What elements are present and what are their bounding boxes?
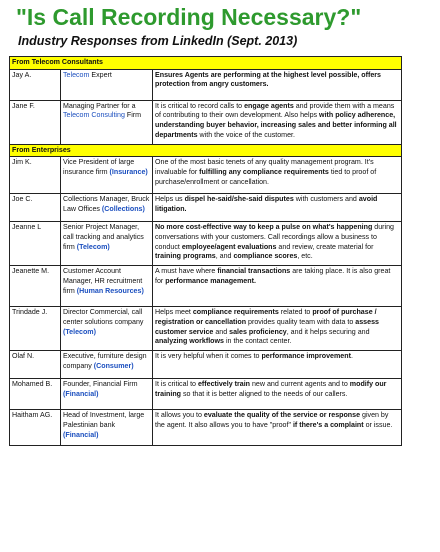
- section-label: From Telecom Consultants: [10, 57, 402, 70]
- sections-1-rows-4-response-run: assess customer service: [155, 317, 379, 336]
- sections-1-rows-2-role-run: Senior Project Manager, call tracking and analytics firm: [63, 223, 144, 251]
- sections-1-rows-4-response-run: and: [213, 327, 230, 336]
- sections-1-rows-6-response-run: effectively train: [197, 380, 251, 389]
- table-row: [10, 410, 402, 446]
- sections-0-rows-1-response-run: It is critical to record calls to: [155, 101, 245, 110]
- respondent-name: Jane F.: [10, 100, 61, 144]
- respondent-name: Jeanette M.: [10, 266, 61, 307]
- sections-1-rows-4-response-run: , and it helps securing and: [286, 327, 370, 336]
- respondent-name: Jim K.: [10, 157, 61, 194]
- sections-1-rows-1-response-run: avoid litigation.: [155, 195, 378, 213]
- sections-1-rows-3-response-run: performance management.: [165, 276, 256, 285]
- respondent-role: [61, 194, 153, 222]
- sections-1-rows-0-role-run: (Insurance): [109, 167, 148, 176]
- sections-1-rows-6-response-run: new and current agents and to: [250, 380, 350, 389]
- document-subtitle: Industry Responses from LinkedIn (Sept. 2013): [18, 34, 298, 48]
- sections-1-rows-4-role-run: Director Commercial, call center solutions company: [63, 308, 144, 326]
- respondent-response: [153, 194, 402, 222]
- sections-1-rows-3-role-run: (Human Resources): [76, 286, 144, 295]
- sections-1-rows-2-response-run: employee/agent evaluations: [181, 242, 277, 251]
- respondent-response: [153, 222, 402, 266]
- sections-1-rows-7-response-run: given by the agent. It also allows you to have "proof": [155, 411, 389, 429]
- table-row: [10, 379, 402, 410]
- sections-0-rows-1-role-run: Firm: [124, 111, 142, 120]
- sections-1-rows-4-response-run: proof of purchase / registration or cancellation: [155, 308, 377, 326]
- respondent-response: [153, 157, 402, 194]
- table-row: [10, 100, 402, 144]
- sections-1-rows-4-response-run: in the contact center.: [223, 337, 292, 346]
- sections-0-rows-1-response-run: with the voice of the customer.: [197, 130, 295, 139]
- respondent-response: [153, 410, 402, 446]
- sections-1-rows-0-response-run: One of the most basic tenets of any quality management program. It's invaluable for: [155, 158, 374, 176]
- respondent-response: [153, 351, 402, 379]
- responses-table: [9, 56, 402, 446]
- sections-1-rows-2-response-run: compliance scores: [233, 252, 298, 261]
- sections-1-rows-2-response-run: , and: [215, 252, 234, 261]
- sections-1-rows-2-response-run: and review, create material for: [276, 242, 374, 251]
- sections-0-rows-0-role-run: Telecom: [63, 70, 90, 79]
- table-row: [10, 266, 402, 307]
- sections-1-rows-3-response-run: financial transactions: [217, 267, 291, 276]
- sections-1-rows-6-response-run: modify our training: [155, 380, 387, 398]
- respondent-role: [61, 410, 153, 446]
- document-title: "Is Call Recording Necessary?": [16, 4, 362, 30]
- respondent-role: [61, 69, 153, 100]
- sections-1-rows-3-response-run: A must have where: [155, 267, 218, 276]
- respondent-name: Olaf N.: [10, 351, 61, 379]
- sections-1-rows-2-response-run: during conversations with your customers. Call recordings allow a business to conduct: [155, 223, 395, 251]
- sections-1-rows-1-response-run: with customers and: [293, 195, 359, 204]
- sections-1-rows-2-response-run: , etc.: [297, 252, 313, 261]
- sections-1-rows-7-role-run: Head of Investment, large Palestinian bank: [63, 411, 145, 429]
- sections-0-rows-1-response-run: with policy adherence, understanding buyer behavior, increasing sales and better informing all departments: [155, 111, 397, 139]
- sections-1-rows-7-response-run: if there's a complaint: [292, 420, 364, 429]
- section-header-row: [10, 144, 402, 157]
- sections-1-rows-0-response-run: fulfilling any compliance requirements: [199, 167, 329, 176]
- respondent-role: [61, 100, 153, 144]
- section-header-row: [10, 57, 402, 70]
- sections-1-rows-7-response-run: or issue.: [363, 420, 393, 429]
- sections-1-rows-4-response-run: compliance requirements: [192, 308, 279, 317]
- sections-1-rows-7-response-run: evaluate the quality of the service or response: [203, 411, 361, 420]
- sections-1-rows-5-response-run: performance improvement: [261, 352, 351, 361]
- respondent-response: [153, 307, 402, 351]
- respondent-name: Mohamed B.: [10, 379, 61, 410]
- sections-1-rows-6-response-run: It is critical to: [155, 380, 198, 389]
- sections-1-rows-7-response-run: It allows you to: [155, 411, 204, 420]
- table-row: [10, 307, 402, 351]
- sections-1-rows-2-response-run: No more cost-effective way to keep a pulse on what's happening: [155, 223, 373, 232]
- respondent-role: [61, 266, 153, 307]
- respondent-response: [153, 379, 402, 410]
- sections-0-rows-0-role-run: Expert: [89, 70, 112, 79]
- sections-1-rows-5-response-run: .: [350, 352, 353, 361]
- table-row: [10, 222, 402, 266]
- respondent-role: [61, 157, 153, 194]
- respondent-role: [61, 307, 153, 351]
- table-row: [10, 157, 402, 194]
- respondent-name: Trindade J.: [10, 307, 61, 351]
- respondent-response: [153, 69, 402, 100]
- sections-1-rows-5-role-run: Executive, furniture design company: [63, 352, 147, 370]
- sections-1-rows-0-role-run: Vice President of large insurance firm: [63, 158, 135, 176]
- table-row: [10, 194, 402, 222]
- respondent-name: Joe C.: [10, 194, 61, 222]
- respondent-name: Haitham AG.: [10, 410, 61, 446]
- sections-0-rows-0-response-run: Ensures Agents are performing at the highest level possible, offers protection from angry customers.: [155, 70, 382, 89]
- respondent-response: [153, 100, 402, 144]
- sections-1-rows-2-role-run: (Telecom): [76, 242, 110, 251]
- sections-1-rows-4-role-run: (Telecom): [63, 327, 96, 336]
- respondent-role: [61, 351, 153, 379]
- sections-1-rows-6-role-run: (Financial): [63, 389, 99, 398]
- sections-0-rows-1-response-run: and provide them with a means of contributing to their own development. Also helps: [155, 101, 395, 120]
- sections-1-rows-4-response-run: related to: [278, 308, 313, 317]
- sections-1-rows-4-response-run: analyzing workflows: [155, 337, 224, 346]
- table-row: [10, 69, 402, 100]
- sections-1-rows-7-role-run: (Financial): [63, 430, 99, 439]
- sections-1-rows-4-response-run: sales proficiency: [229, 327, 287, 336]
- sections-1-rows-3-role-run: Customer Account Manager, HR recruitment firm: [63, 267, 143, 295]
- sections-1-rows-1-role-run: (Collections): [101, 204, 145, 213]
- sections-1-rows-1-response-run: Helps us: [155, 195, 185, 204]
- respondent-role: [61, 379, 153, 410]
- respondent-response: [153, 266, 402, 307]
- sections-1-rows-4-response-run: Helps meet: [155, 308, 193, 317]
- sections-1-rows-1-response-run: dispel he-said/she-said disputes: [184, 195, 294, 204]
- sections-1-rows-5-role-run: (Consumer): [93, 361, 134, 370]
- sections-1-rows-6-role-run: Founder, Financial Firm: [63, 380, 138, 389]
- sections-1-rows-6-response-run: so that it is better aligned to the needs of our callers.: [181, 389, 348, 398]
- respondent-name: Jeanne L: [10, 222, 61, 266]
- sections-1-rows-5-response-run: It is very helpful when it comes to: [155, 352, 262, 361]
- respondent-name: Jay A.: [10, 69, 61, 100]
- sections-1-rows-2-response-run: training programs: [155, 252, 216, 261]
- sections-0-rows-1-response-run: engage agents: [244, 101, 294, 110]
- sections-1-rows-0-response-run: tied to proof of purchase/enrollment or cancellation.: [155, 167, 377, 186]
- section-label: From Enterprises: [10, 144, 402, 157]
- sections-0-rows-1-role-run: Managing Partner for a: [63, 101, 136, 110]
- table-row: [10, 351, 402, 379]
- sections-1-rows-3-response-run: are taking place. It is also great for: [155, 267, 391, 285]
- sections-0-rows-1-role-run: Telecom Consulting: [63, 111, 125, 120]
- respondent-role: [61, 222, 153, 266]
- sections-1-rows-1-role-run: Collections Manager, Bruck Law Offices: [63, 195, 150, 213]
- sections-1-rows-4-response-run: provides quality team with data to: [246, 317, 356, 326]
